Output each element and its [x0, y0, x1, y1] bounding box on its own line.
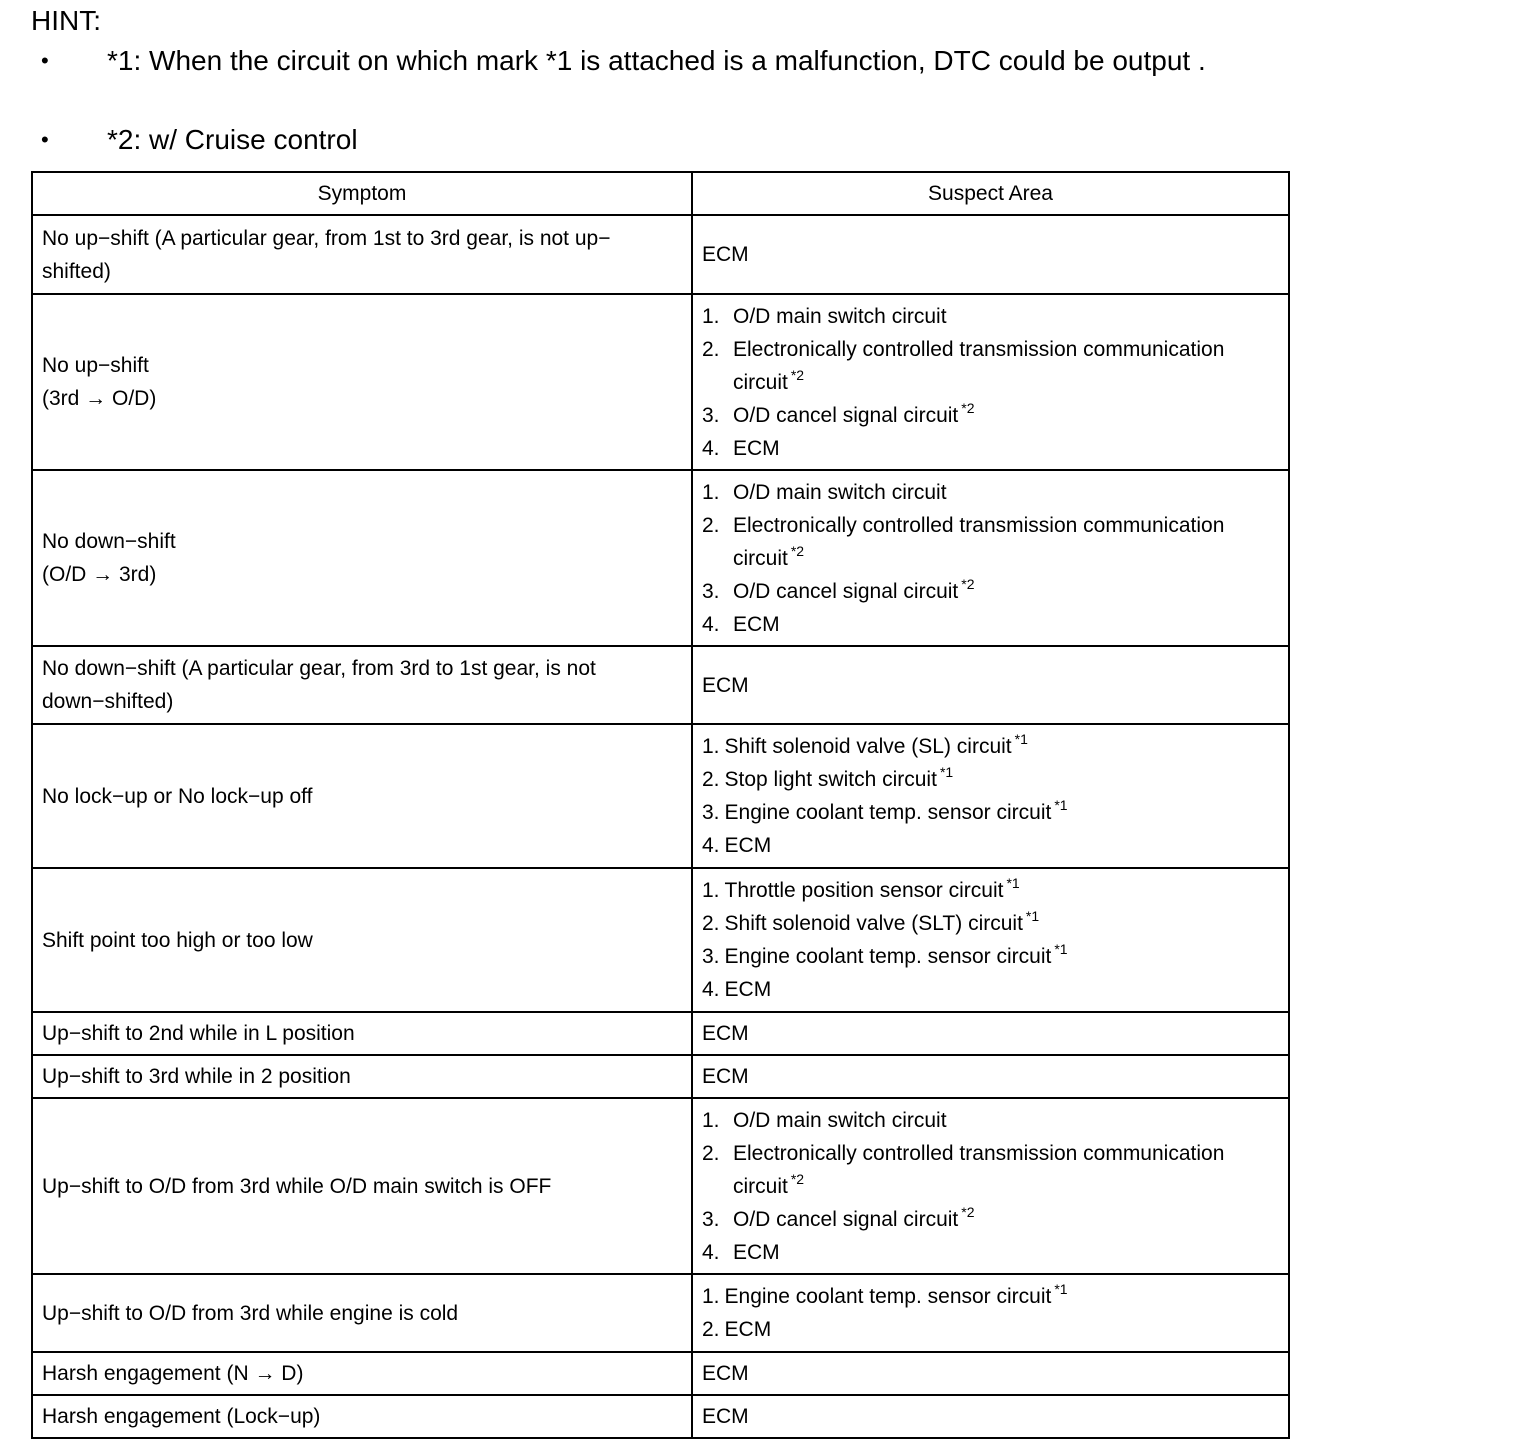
symptom-cell [32, 724, 692, 868]
item-number: 1. [702, 480, 720, 504]
symptom-text: Harsh engagement (Lock−up) [42, 1405, 321, 1428]
list-item [702, 509, 1279, 575]
list-item [702, 874, 1279, 907]
footnote-mark: *1 [1006, 875, 1020, 891]
list-item [702, 432, 1279, 465]
table-body [32, 215, 1289, 1438]
item-number: 1. [702, 879, 720, 902]
item-text: ECM [733, 436, 780, 460]
item-text: Shift solenoid valve (SLT) circuit [724, 912, 1023, 935]
list-item [702, 333, 1279, 399]
footnote-mark: *1 [1054, 797, 1068, 813]
footnote-mark: *1 [1014, 731, 1028, 747]
list-item [702, 940, 1279, 973]
list-item [702, 608, 1279, 641]
footnote-mark: *1 [1054, 941, 1068, 957]
item-text: Throttle position sensor circuit [724, 879, 1004, 902]
suspect-area-list [702, 1280, 1279, 1346]
item-number: 2. [702, 1141, 720, 1165]
item-number: 1. [702, 1108, 720, 1132]
list-item [702, 1203, 1279, 1236]
symptom-table [31, 171, 1290, 1439]
item-number: 2. [702, 912, 720, 935]
item-text: Electronically controlled transmission communication circuit [733, 1141, 1225, 1198]
table-header-row [32, 172, 1289, 215]
item-number: 3. [702, 1207, 720, 1231]
footnote-mark: *2 [961, 399, 975, 416]
suspect-area-list [702, 1104, 1279, 1269]
symptom-cell [32, 1012, 692, 1055]
table-row [32, 868, 1289, 1012]
suspect-area-list [702, 730, 1279, 862]
list-item [702, 763, 1279, 796]
list-item [702, 476, 1279, 509]
item-number: 2. [702, 337, 720, 361]
item-number: 1. [702, 735, 720, 758]
symptom-text: Up−shift to 2nd while in L position [42, 1022, 355, 1045]
footnote-mark: *2 [790, 542, 805, 559]
hint-text: *1: When the circuit on which mark *1 is attached is a malfunction, DTC could be output . [107, 45, 1206, 76]
suspect-area-cell [692, 868, 1289, 1012]
suspect-area-text: ECM [702, 1405, 749, 1428]
item-number: 4. [702, 612, 720, 636]
table-row [32, 1274, 1289, 1352]
item-text: Electronically controlled transmission communication circuit [733, 513, 1225, 570]
footnote-mark: *1 [1025, 908, 1040, 924]
footnote-mark: *1 [939, 764, 954, 780]
symptom-text: (O/D → 3rd) [42, 563, 157, 586]
item-text: O/D cancel signal circuit [733, 403, 959, 427]
footnote-mark: *2 [961, 575, 975, 592]
symptom-text: No down−shift (A particular gear, from 3rd to 1st gear, is not [42, 657, 596, 680]
suspect-area-cell [692, 724, 1289, 868]
item-text: O/D main switch circuit [733, 480, 947, 504]
suspect-area-text: ECM [702, 243, 749, 266]
item-text: O/D main switch circuit [733, 304, 947, 328]
item-number: 1. [702, 304, 720, 328]
suspect-area-cell [692, 470, 1289, 646]
suspect-area-cell [692, 1395, 1289, 1438]
hint-title: HINT: [31, 5, 101, 36]
item-number: 4. [702, 436, 720, 460]
item-text: Electronically controlled transmission communication circuit [733, 337, 1225, 394]
suspect-area-cell [692, 215, 1289, 294]
symptom-text: shifted) [42, 259, 111, 283]
suspect-area-cell [692, 646, 1289, 724]
symptom-cell [32, 1352, 692, 1395]
item-number: 4. [702, 1240, 720, 1264]
list-item [702, 399, 1279, 432]
list-item [702, 907, 1279, 940]
item-text: Engine coolant temp. sensor circuit [724, 945, 1052, 968]
footnote-mark: *1 [1054, 1281, 1068, 1297]
list-item [702, 300, 1279, 333]
symptom-text: No lock−up or No lock−up off [42, 784, 313, 808]
footnote-mark: *2 [790, 1170, 805, 1187]
table-row [32, 294, 1289, 470]
suspect-area-cell [692, 294, 1289, 470]
list-item [702, 1236, 1279, 1269]
item-text: ECM [724, 1318, 772, 1341]
item-number: 4. [702, 978, 720, 1001]
symptom-cell [32, 1055, 692, 1098]
suspect-area-text: ECM [702, 673, 749, 697]
item-text: O/D cancel signal circuit [733, 1207, 959, 1231]
suspect-area-text: ECM [702, 1065, 749, 1088]
item-number: 2. [702, 768, 720, 791]
symptom-cell [32, 1274, 692, 1352]
item-text: ECM [724, 834, 772, 857]
symptom-cell [32, 646, 692, 724]
item-number: 3. [702, 801, 720, 824]
suspect-area-cell [692, 1098, 1289, 1274]
item-text: ECM [733, 1240, 780, 1264]
symptom-cell [32, 470, 692, 646]
table-row [32, 1395, 1289, 1438]
suspect-area-cell [692, 1352, 1289, 1395]
suspect-area-list [702, 476, 1279, 641]
suspect-area-cell [692, 1012, 1289, 1055]
table-row [32, 215, 1289, 294]
symptom-header: Symptom [32, 172, 692, 215]
item-number: 2. [702, 1318, 720, 1341]
suspect-area-text: ECM [702, 1362, 749, 1385]
symptom-text: No up−shift (A particular gear, from 1st to 3rd gear, is not up− [42, 226, 611, 250]
symptom-cell [32, 294, 692, 470]
symptom-text: Up−shift to O/D from 3rd while engine is cold [42, 1301, 459, 1325]
item-text: Engine coolant temp. sensor circuit [724, 801, 1052, 824]
list-item [702, 829, 1279, 862]
hint-text: *2: w/ Cruise control [107, 124, 358, 155]
item-number: 4. [702, 834, 720, 857]
item-number: 2. [702, 513, 720, 537]
suspect-area-cell [692, 1274, 1289, 1352]
hint-item [31, 44, 1481, 78]
table-row [32, 724, 1289, 868]
list-item [702, 1137, 1279, 1203]
suspect-area-text: ECM [702, 1022, 749, 1045]
list-item [702, 1313, 1279, 1346]
item-text: ECM [724, 978, 772, 1001]
item-text: Shift solenoid valve (SL) circuit [724, 735, 1012, 758]
table-row [32, 1352, 1289, 1395]
footnote-mark: *2 [961, 1203, 975, 1220]
table-row [32, 1055, 1289, 1098]
list-item [702, 973, 1279, 1006]
symptom-cell [32, 1395, 692, 1438]
symptom-text: Harsh engagement (N → D) [42, 1362, 304, 1385]
hint-item [31, 123, 1481, 157]
list-item [702, 796, 1279, 829]
symptom-text: Up−shift to 3rd while in 2 position [42, 1065, 351, 1088]
symptom-cell [32, 1098, 692, 1274]
item-text: ECM [733, 612, 780, 636]
bullet-icon: • [41, 48, 49, 73]
item-text: O/D cancel signal circuit [733, 579, 959, 603]
table-row [32, 1012, 1289, 1055]
item-number: 3. [702, 945, 720, 968]
symptom-cell [32, 215, 692, 294]
item-number: 1. [702, 1285, 720, 1308]
table-row [32, 646, 1289, 724]
list-item [702, 1104, 1279, 1137]
item-number: 3. [702, 403, 720, 427]
item-text: Engine coolant temp. sensor circuit [724, 1285, 1052, 1308]
suspect-area-header: Suspect Area [692, 172, 1289, 215]
footnote-mark: *2 [790, 366, 805, 383]
symptom-text: No down−shift [42, 530, 176, 553]
suspect-area-list [702, 874, 1279, 1006]
table-row [32, 470, 1289, 646]
item-text: O/D main switch circuit [733, 1108, 947, 1132]
list-item [702, 575, 1279, 608]
symptom-text: (3rd → O/D) [42, 387, 157, 410]
list-item [702, 730, 1279, 763]
item-number: 3. [702, 579, 720, 603]
symptom-text: No up−shift [42, 354, 149, 377]
table-row [32, 1098, 1289, 1274]
suspect-area-cell [692, 1055, 1289, 1098]
bullet-icon: • [41, 127, 49, 152]
symptom-text: down−shifted) [42, 690, 174, 713]
list-item [702, 1280, 1279, 1313]
symptom-text: Shift point too high or too low [42, 928, 313, 952]
symptom-text: Up−shift to O/D from 3rd while O/D main switch is OFF [42, 1174, 552, 1198]
item-text: Stop light switch circuit [724, 768, 937, 791]
symptom-cell [32, 868, 692, 1012]
suspect-area-list [702, 300, 1279, 465]
